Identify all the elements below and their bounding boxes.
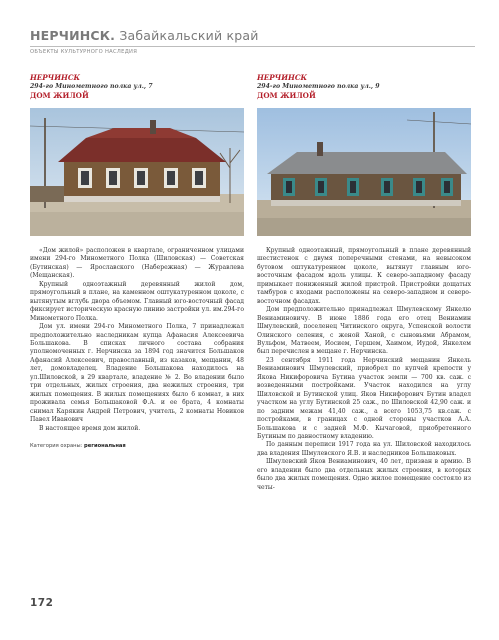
right-city: НЕРЧИНСК <box>257 73 308 82</box>
left-paragraph: Дом ул. имени 294-го Минометного Полка, 7 принадлежал предположительно наследникам купца Афанасия Алексеевича Большакова. В списках личного состава собрания уполномоченных г. Нерчинска за 1894 год значится Большаков Афанасий Алексеевич, православный, из казаков, мещанин, 48 лет, домовладелец. Владение Большакова находилось на ул.Шиловской, в 29 квартале, владение № 2. Во владении было три отдельных, жилых строения, два нежилых строения, три жилых помещения. В жилых помещениях было 6 комнат, в них проживала семья Большаковой Ф.А. и ее брата, 4 комнаты снимал Карякин Андрей Петрович, учитель, 2 комнаты Новиков Павел Иванович <box>30 323 244 424</box>
right-object-type: ДОМ ЖИЛОЙ <box>257 91 316 100</box>
page-header <box>30 28 475 55</box>
left-address: 294-го Минометного полка ул., 7 <box>30 83 153 90</box>
right-column <box>257 73 471 492</box>
left-paragraph: В настоящее время дом жилой. <box>39 424 141 432</box>
left-description <box>30 247 244 433</box>
header-title <box>30 28 475 43</box>
right-paragraph: Крупный одноэтажный, прямоугольный в плане деревянный шестистенок с двумя поперечными стенами, на невысоком бутовом оштукатуренном цоколе, вытянут главным юго-восточным фасадом вдоль улицы. К северо-западному фасаду примыкает пониженный жилой пристрой. Пристройки дощатых тамбуров с входами расположены на северо-западном и северо-восточном фасадах. <box>257 247 471 305</box>
page-number: 172 <box>30 597 54 609</box>
right-description <box>257 247 471 492</box>
right-paragraph: Дом предположительно принадлежал Шмулевскому Янкелю Вениаминовичу. В июне 1886 года его отец Вениамин Шмулевский, поселенец Читинского округа, Успенской волости Олинского селения, с женой Ханой, с сыновьями Абрамом, Вульфом, Матвеем, Иосием, Гершем, Хаимом, Иудой, Янкелем был перечислен в мещане г. Нерчинска. <box>257 306 471 356</box>
header-city: НЕРЧИНСК. <box>30 28 116 43</box>
left-house-photo <box>30 108 244 236</box>
header-rule <box>30 46 475 47</box>
left-paragraph: Крупный одноэтажный деревянный жилой дом, прямоугольный в плане, на каменном оштукатуренном цоколе, с вытянутым вглубь двора объемом. Главный юго-восточный фасад фиксирует историческую красную линию застройки ул. им.294-го Минометного Полка. <box>30 280 244 322</box>
right-paragraph: Шмулевский Яков Вениаминович, 40 лет, призван в армию. В его владении было два отдельных жилых строения, в которых было два жилых помещения. Одно жилое помещение состояло из четы- <box>257 458 471 491</box>
left-city: НЕРЧИНСК <box>30 73 81 82</box>
header-region: Забайкальский край <box>119 28 259 43</box>
house-9-illustration <box>257 108 471 236</box>
category-label: Категория охраны: <box>30 442 83 449</box>
protection-category <box>30 443 244 449</box>
header-subtitle: ОБЪЕКТЫ КУЛЬТУРНОГО НАСЛЕДИЯ <box>30 49 138 55</box>
house-7-illustration <box>30 108 244 236</box>
right-address: 294-го Минометного полка ул., 9 <box>257 83 380 90</box>
left-object-type: ДОМ ЖИЛОЙ <box>30 91 89 100</box>
category-value: региональная <box>84 442 126 449</box>
left-column <box>30 73 244 449</box>
right-paragraph: 23 сентября 1911 года Нерчинский мещанин Янкель Вениаминович Шмулевский, приобрел по купчей крепости у Якова Никифоровича Бутина участок земли — 700 кв. саж. с возведенными постройками. Участок находился на углу Шиловской и Бутинской улиц. Яков Никифорович Бутин владел участком на углу Бутинской 25 саж., по Шиловской 42,90 саж. и по задним межам 41,40 саж., а всего 1053,75 кв.саж. с постройками, в границах с одной стороны участков А.А. Большакова и с задней М.Ф. Кычаговой, приобретенного Бутиным по давностному владению. <box>257 356 471 440</box>
right-paragraph: По данным переписи 1917 года на ул. Шиловской находилось два владения Шмулевского Я.В. и наследников Большаковых. <box>257 441 471 457</box>
left-paragraph: «Дом жилой» расположен в квартале, ограниченном улицами имени 294-го Минометного Полка (Шиловская) — Советская (Бутинская) — Ярославского (Набережная) — Журавлева (Мещанская). <box>30 247 244 280</box>
right-house-photo <box>257 108 471 236</box>
